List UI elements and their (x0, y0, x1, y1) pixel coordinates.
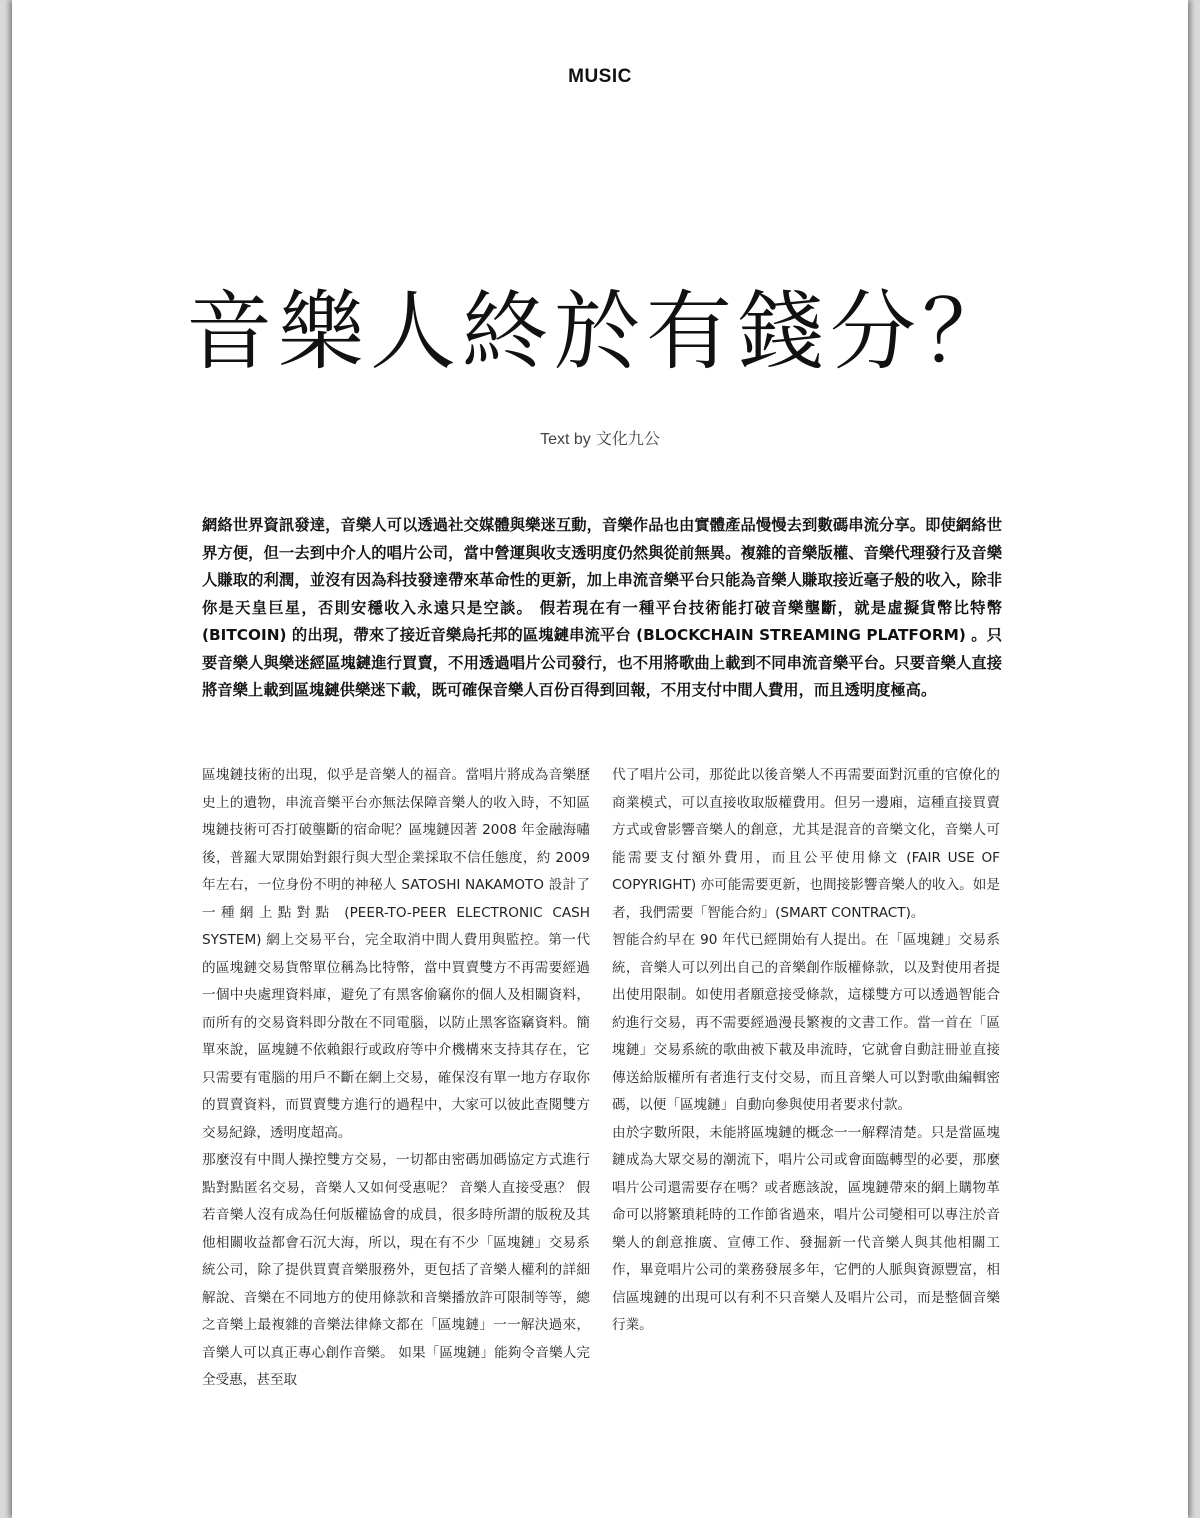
lead-paragraph: 網絡世界資訊發達，音樂人可以透過社交媒體與樂迷互動，音樂作品也由實體產品慢慢去到數碼串流分享。即使網絡世界方便，但一去到中介人的唱片公司，當中營運與收支透明度仍然與從前無異。複雜的音樂版權、音樂代理發行及音樂人賺取的利潤，並沒有因為科技發達帶來革命性的更新，加上串流音樂平台只能為音樂人賺取接近毫子般的收入，除非你是天皇巨星，否則安穩收入永遠只是空談。 假若現在有一種平台技術能打破音樂壟斷，就是虛擬貨幣比特幣 (BITCOIN) 的出現，帶來了接近音樂烏托邦的區塊鏈串流平台 (BLOCKCHAIN STREAMING PLATFORM) 。只要音樂人與樂迷經區塊鏈進行買賣，不用透過唱片公司發行，也不用將歌曲上載到不同串流音樂平台。只要音樂人直接將音樂上載到區塊鏈供樂迷下載，既可確保音樂人百份百得到回報，不用支付中間人費用，而且透明度極高。 (202, 516, 1002, 699)
body-paragraph: 代了唱片公司，那從此以後音樂人不再需要面對沉重的官僚化的商業模式，可以直接收取版權費用。但另一邊廂，這種直接買賣方式或會影響音樂人的創意，尤其是混音的音樂文化，音樂人可能需要支付額外費用，而且公平使用條文 (FAIR USE OF COPYRIGHT) 亦可能需要更新，也間接影響音樂人的收入。如是者，我們需要「智能合約」(SMART CONTRACT)。 (612, 767, 1000, 921)
article-title: 音樂人終於有錢分？ (186, 282, 1014, 382)
body-paragraph: 由於字數所限，未能將區塊鏈的概念一一解釋清楚。只是當區塊鏈成為大眾交易的潮流下，唱片公司或會面臨轉型的必要，那麼唱片公司還需要存在嗎？或者應該說，區塊鏈帶來的網上購物革命可以將繁瑣耗時的工作節省過來，唱片公司變相可以專注於音樂人的創意推廣、宣傳工作、發掘新一代音樂人與其他相關工作，畢竟唱片公司的業務發展多年，它們的人脈與資源豐富，相信區塊鏈的出現可以有利不只音樂人及唱片公司，而是整個音樂行業。 (612, 1124, 1000, 1333)
body-column-right (612, 762, 1000, 1340)
section-label: MUSIC (568, 66, 632, 87)
body-paragraph: 那麼沒有中間人操控雙方交易，一切都由密碼加碼協定方式進行點對點匿名交易，音樂人又如何受惠呢？ 音樂人直接受惠？ 假若音樂人沒有成為任何版權協會的成員，很多時所謂的版稅及其他相關收益都會石沉大海，所以，現在有不少「區塊鏈」交易系統公司，除了提供買賣音樂服務外，更包括了音樂人權利的詳細解說、音樂在不同地方的使用條款和音樂播放許可限制等等，總之音樂上最複雜的音樂法律條文都在「區塊鏈」一一解決過來，音樂人可以真正專心創作音樂。 如果「區塊鏈」能夠令音樂人完全受惠，甚至取 (202, 1152, 590, 1388)
body-column-left (202, 762, 590, 1395)
byline (12, 426, 1188, 449)
byline-author: 文化九公 (595, 429, 660, 448)
magazine-page (12, 0, 1188, 1518)
body-paragraph: 區塊鏈技術的出現，似乎是音樂人的福音。當唱片將成為音樂歷史上的遺物，串流音樂平台亦無法保障音樂人的收入時，不知區塊鏈技術可否打破壟斷的宿命呢？區塊鏈因著 2008 年金融海嘯後，普羅大眾開始對銀行與大型企業採取不信任態度，約 2009 年左右，一位身份不明的神秘人 SATOSHI NAKAMOTO 設計了一種網上點對點 (PEER-TO-PEER ELECTRONIC CASH SYSTEM) 網上交易平台，完全取消中間人費用與監控。第一代的區塊鏈交易貨幣單位稱為比特幣，當中買賣雙方不再需要經過一個中央處理資料庫，避免了有黑客偷竊你的個人及相關資料，而所有的交易資料即分散在不同電腦，以防止黑客盜竊資料。簡單來說，區塊鏈不依賴銀行或政府等中介機構來支持其存在，它只需要有電腦的用戶不斷在網上交易，確保沒有單一地方存取你的買賣資料，而買賣雙方進行的過程中，大家可以彼此查閱雙方交易紀錄，透明度超高。 (202, 767, 590, 1141)
byline-label: Text by (540, 431, 591, 448)
body-paragraph: 智能合約早在 90 年代已經開始有人提出。在「區塊鏈」交易系統，音樂人可以列出自己的音樂創作版權條款，以及對使用者提出使用限制。如使用者願意接受條款，這樣雙方可以透過智能合約進行交易，再不需要經過漫長繁複的文書工作。當一首在「區塊鏈」交易系統的歌曲被下載及串流時，它就會自動註冊並直接傳送給版權所有者進行支付交易，而且音樂人可以對歌曲編輯密碼，以便「區塊鏈」自動向參與使用者要求付款。 (612, 932, 1000, 1113)
